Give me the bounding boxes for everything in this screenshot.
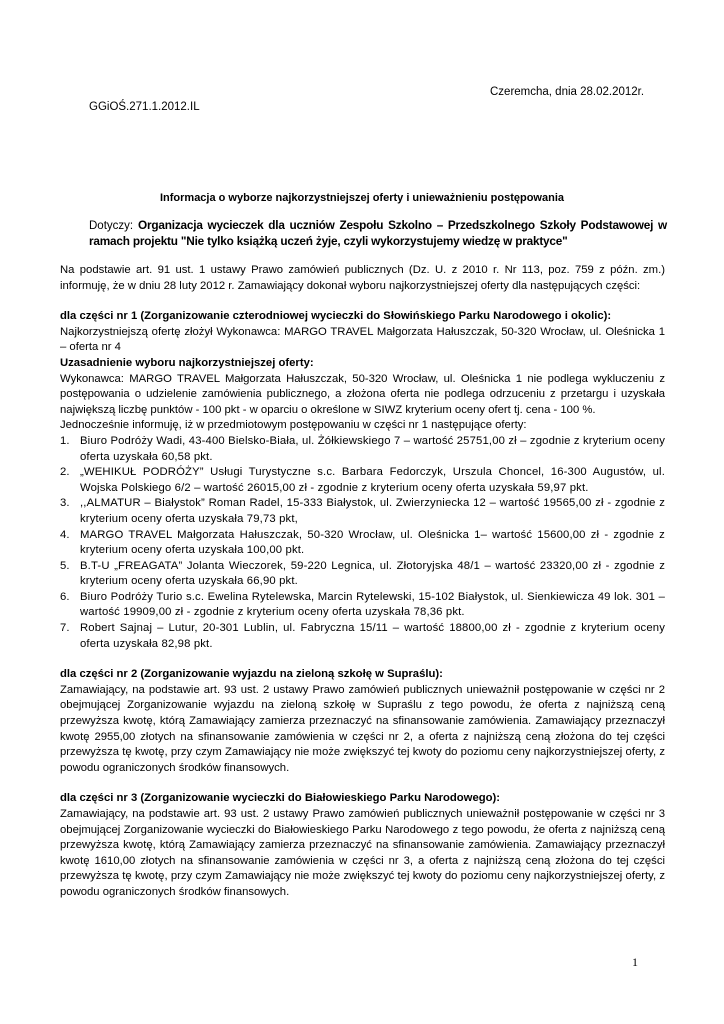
- part3-text: Zamawiający, na podstawie art. 93 ust. 2 ustawy Prawo zamówień publicznych unieważnił postępowanie w części nr 3 obejmującej Zorganizowanie wycieczki do Białowieskiego Parku Narodowego z tego powodu, że oferta z najniższą ceną przewyższa kwotę, którą Zamawiający zamierza przeznaczyć na sfinansowanie zamówienia. Zamawiający przeznaczył kwotę 1610,00 złotych na sfinansowanie zamówienia w części nr 3, a oferta z najniższą ceną złożona do tej części przewyższa tę kwotę, przy czym Zamawiający nie może zwiększyć tej kwoty do poziomu ceny najkorzystniejszej oferty, z powodu ograniczonych środków finansowych.: [60, 808, 665, 898]
- list-item-number: 7.: [60, 622, 70, 635]
- list-item-number: 1.: [60, 434, 70, 447]
- document-title: Informacja o wyborze najkorzystniejszej oferty i unieważnieniu postępowania: [159, 192, 565, 204]
- offers-list: [60, 434, 665, 652]
- page-number: 1: [632, 955, 638, 969]
- list-item-number: 5.: [60, 559, 70, 572]
- list-item-number: 3.: [60, 497, 70, 510]
- list-item: [60, 465, 665, 496]
- list-item: [60, 496, 665, 527]
- list-item-text: „WEHIKUŁ PODRÓŻY” Usługi Turystyczne s.c. Barbara Fedorczyk, Urszula Choncel, 16-300 Augustów, ul. Wojska Polskiego 6/2 – wartość 26015,00 zł - zgodnie z kryterium oceny oferta uzyskała 59,97 pkt.: [80, 466, 665, 494]
- list-item: [60, 528, 665, 559]
- part1-heading: dla części nr 1 (Zorganizowanie czterodniowej wycieczki do Słowińskiego Parku Narodowego i okolic):: [60, 310, 612, 323]
- list-item-text: Biuro Podróży Turio s.c. Ewelina Rytelewska, Marcin Rytelewski, 15-102 Białystok, ul. Sienkiewicza 49 lok. 301 – wartość 19909,00 zł - zgodnie z kryterium oceny oferta uzyskała 78,36 pkt.: [80, 590, 665, 619]
- reference-number: GGiOŚ.271.1.2012.IL: [89, 101, 200, 113]
- subject-text: Organizacja wycieczek dla uczniów Zespołu Szkolno – Przedszkolnego Szkoły Podstawowej w ramach projektu "Nie tylko książką uczeń żyje, czyli wykorzystujemy wiedzę w praktyce": [89, 218, 667, 248]
- part2-heading: dla części nr 2 (Zorganizowanie wyjazdu na zieloną szkołę w Supraślu):: [60, 668, 443, 681]
- part3-heading: dla części nr 3 (Zorganizowanie wycieczki do Białowieskiego Parku Narodowego):: [60, 792, 501, 805]
- list-item-text: ,,ALMATUR – Białystok” Roman Radel, 15-333 Białystok, ul. Zwierzyniecka 12 – wartość 19565,00 zł - zgodnie z kryterium oceny oferta uzyskała 79,73 pkt,: [80, 497, 665, 525]
- document-body: [60, 263, 665, 901]
- part2-text: Zamawiający, na podstawie art. 93 ust. 2 ustawy Prawo zamówień publicznych unieważnił postępowanie w części nr 2 obejmującej Zorganizowanie wyjazdu na zieloną szkołę w Supraślu z tego powodu, że oferta z najniższą ceną przewyższa kwotę, którą Zamawiający zamierza przeznaczyć na sfinansowanie zamówienia. Zamawiający przeznaczył kwotę 2955,00 złotych na sfinansowanie zamówienia w części nr 2, a oferta z najniższą ceną złożona do tej części przewyższa tę kwotę, przy czym Zamawiający nie może zwiększyć tej kwoty do poziomu ceny najkorzystniejszej oferty, z powodu ograniczonych środków finansowych.: [60, 683, 665, 774]
- list-item: [60, 590, 665, 621]
- list-item-text: MARGO TRAVEL Małgorzata Hałuszczak, 50-320 Wrocław, ul. Oleśnicka 1– wartość 15600,00 zł - zgodnie z kryterium oceny oferta uzyskała 100,00 pkt.: [80, 528, 665, 557]
- list-item: [60, 559, 665, 590]
- part1-winner: Najkorzystniejszą ofertę złożył Wykonawca: MARGO TRAVEL Małgorzata Hałuszczak, 50-320 Wrocław, ul. Oleśnicka 1 – oferta nr 4: [60, 325, 665, 354]
- list-item-number: 6.: [60, 590, 70, 603]
- list-item: [60, 621, 665, 652]
- document-date: Czeremcha, dnia 28.02.2012r.: [490, 86, 645, 98]
- part1-justification-heading: Uzasadnienie wyboru najkorzystniejszej oferty:: [60, 356, 314, 369]
- part1-justification: Wykonawca: MARGO TRAVEL Małgorzata Hałuszczak, 50-320 Wrocław, ul. Oleśnicka 1 nie podlega wykluczeniu z postępowania o udzielenie zamówienia publicznego, a złożona oferta nie podlega odrzuceniu z przetargu i uzyskała największą liczbę punktów - 100 pkt - w oparciu o określone w SIWZ kryterium oceny ofert tj. cena - 100 %.: [60, 372, 665, 416]
- list-item-text: Robert Sajnaj – Lutur, 20-301 Lublin, ul. Fabryczna 15/11 – wartość 18800,00 zł - zgodnie z kryterium oceny oferta uzyskała 82,98 pkt.: [80, 622, 665, 650]
- subject-label: Dotyczy:: [89, 220, 134, 232]
- list-item-text: B.T-U „FREAGATA” Jolanta Wieczorek, 59-220 Legnica, ul. Złotoryjska 48/1 – wartość 23320,00 zł - zgodnie z kryterium oceny oferta uzyskała 66,90 pkt.: [80, 559, 665, 588]
- list-item: [60, 434, 665, 465]
- intro-paragraph: Na podstawie art. 91 ust. 1 ustawy Prawo zamówień publicznych (Dz. U. z 2010 r. Nr 113, poz. 759 z późn. zm.) informuję, że w dniu 28 luty 2012 r. Zamawiający dokonał wyboru najkorzystniejszej oferty dla następujących części:: [60, 264, 665, 292]
- list-item-number: 2.: [60, 466, 70, 479]
- subject-block: [89, 218, 667, 250]
- part1-also: Jednocześnie informuję, iż w przedmiotowym postępowaniu w części nr 1 następujące oferty:: [60, 419, 527, 432]
- list-item-number: 4.: [60, 528, 70, 541]
- list-item-text: Biuro Podróży Wadi, 43-400 Bielsko-Biała, ul. Żółkiewskiego 7 – wartość 25751,00 zł – zgodnie z kryterium oceny oferta uzyskała 60,58 pkt.: [80, 434, 665, 463]
